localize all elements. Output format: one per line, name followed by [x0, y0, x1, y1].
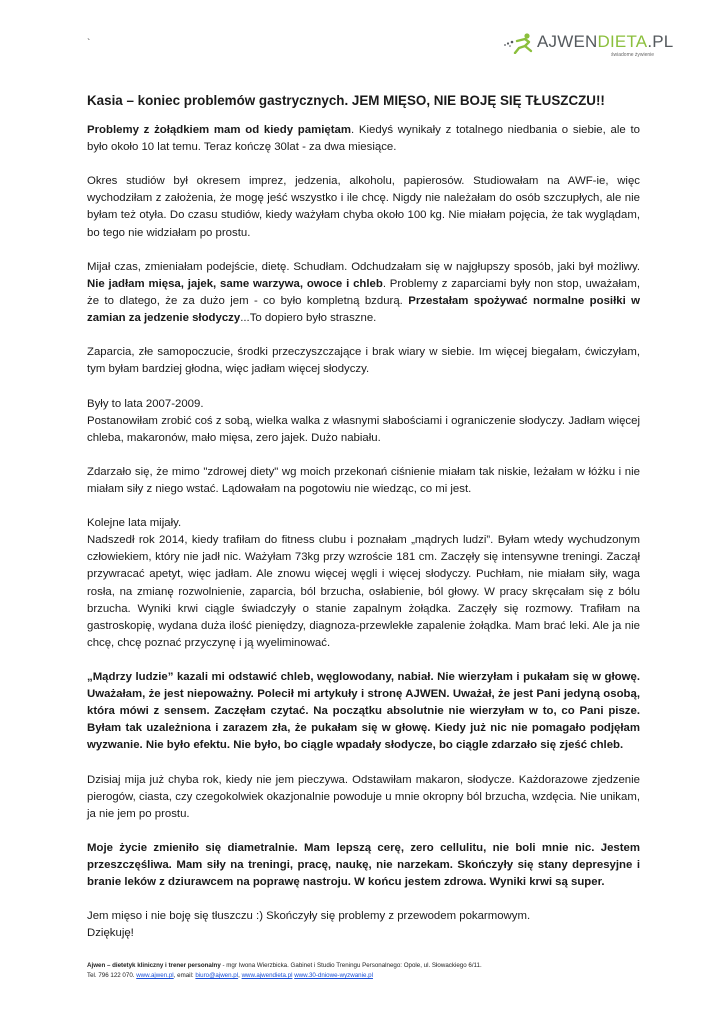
paragraph-10-bold: Moje życie zmieniło się diametralnie. Mam lepszą cerę, zero cellulitu, nie boli mnie nic. Jestem przeszczęśliwa. Mam siły na treningi, pracę, naukę, nie narzekam. Skończyły się stany depresyjne i branie leków z dziurawcem na poprawę nastroju. W końcu jestem zdrowa. Wyniki krwi są super. — [87, 841, 640, 889]
paragraph-3 — [87, 259, 640, 327]
article-title: Kasia – koniec problemów gastrycznych. JEM MIĘSO, NIE BOJĘ SIĘ TŁUSZCZU!! — [87, 93, 605, 108]
footer-link-wyzwanie[interactable]: www.30-dniowe-wyzwanie.pl — [294, 972, 373, 979]
footer-line-1 — [87, 961, 647, 971]
paragraph-3-bold-d: Przestałam spożywać normalne posiłki w zamian za jedzenie słodyczy — [87, 294, 640, 325]
logo-tagline: świadome żywienie — [611, 52, 655, 58]
paragraph-1-text: . Kiedyś wynikały z totalnego niedbania o siebie, ale to było około 10 lat temu. Teraz kończę 30lat - za dwa miesiące. — [87, 124, 641, 154]
paragraph-7-line-2: Nadszedł rok 2014, kiedy trafiłam do fitness clubu i poznałam „mądrych ludzi”. Byłam wtedy wychudzonym człowiekiem, który nie jadł nic. Ważyłam 73kg przy wzroście 181 cm. Zaczęły się intensywne treningi. Zaczął przywracać apetyt, więc jadłam. Ale znowu więcej węgli i więcej słodyczy. Puchłam, nie miałam siły, waga rosła, na zmianę rozwolnienie, zaparcia, ból brzucha, osłabienie, ból głowy. W pracy skręcałam się z bólu brzucha. Wyniki krwi ciągle świadczyły o stanie zapalnym żołądka. Zaczęły się rozmowy. Trafiłam na gastroskopię, wydana duża ilość pieniędzy, diagnoza-przewlekłe zapalenie żołądka. Mam brać leki. Ale ja nie chcę, chcę poznać przyczynę i ją wyeliminować. — [87, 534, 640, 649]
stray-backtick: ` — [87, 38, 91, 49]
paragraph-3-text-c: . Problemy z zaparciami były non stop, uważałam, że to dlatego, że za dużo jem - co było kompletną bzdurą. — [87, 277, 640, 307]
paragraph-9: Dzisiaj mija już chyba rok, kiedy nie jem pieczywa. Odstawiłam makaron, słodycze. Każdorazowe zjedzenie pierogów, ciasta, czy czegokolwiek okazjonalnie powoduje u mnie okropny ból brzucha, wzdęcia. Nie unikam, ja nie jem po prostu. — [87, 773, 640, 820]
running-figure-icon — [503, 32, 537, 54]
footer-sep-1: , email: — [173, 972, 196, 979]
footer-link-ajwendieta[interactable]: www.ajwendieta.pl — [241, 972, 293, 979]
paragraph-3-text-a: Mijał czas, zmieniałam podejście, dietę. Schudłam. Odchudzałam się w najgłupszy sposób, jaki był możliwy. — [87, 260, 640, 273]
footer-link-email[interactable]: biuro@ajwen.pl — [195, 972, 239, 979]
paragraph-1-bold: Problemy z żołądkiem mam od kiedy pamiętam — [87, 124, 351, 136]
paragraph-11-line-1: Jem mięso i nie boję się tłuszczu :) Skończyły się problemy z przewodem pokarmowym. — [87, 910, 531, 923]
footer-company: Ajwen – dietetyk kliniczny i trener personalny — [87, 962, 221, 969]
footer-phone: Tel. 796 122 070. — [87, 972, 137, 979]
logo-wordmark — [537, 33, 673, 51]
paragraph-3-text-e: ...To dopiero było straszne. — [240, 312, 377, 325]
logo-text-ajwen: AJWEN — [537, 32, 598, 51]
paragraph-2: Okres studiów był okresem imprez, jedzenia, alkoholu, papierosów. Studiowałam na AWF-ie, więc wychodziłam z założenia, że mogę jeść wszystko i ile chcę. Nigdy nie należałam do osób szczupłych, ale nie byłam też otyła. Do czasu studiów, kiedy ważyłam chyba około 100 kg. Nie miałam pojęcia, że tak wyglądam, bo tego nie widziałam po prostu. — [87, 175, 640, 239]
paragraph-8 — [87, 669, 640, 754]
paragraph-5-line-1: Były to lata 2007-2009. — [87, 397, 204, 410]
footer-link-ajwen[interactable]: www.ajwen.pl — [136, 972, 174, 979]
footer-line-2 — [87, 971, 647, 981]
article-body — [87, 122, 640, 943]
paragraph-8-bold: „Mądrzy ludzie” kazali mi odstawić chleb, węglowodany, nabiał. Nie wierzyłam i pukałam się w głowę. Uważałam, że jest niepoważny. Polecił mi artykuły i stronę AJWEN. Uważał, że jest Pani jedyną osobą, która mówi z sensem. Zaczęłam czytać. Na początku absolutnie nie wierzyłam w to, co Pani pisze. Byłam tak uzależniona i zarazem zła, że pukałam się w głowę. Kiedy już nic nie pomagało podjęłam wyzwanie. Nie było efektu. Nie było, bo ciągle wpadały słodycze, bo ciągle zdarzało się zjeść chleb. — [87, 671, 640, 752]
footer-address: - mgr Iwona Wierzbicka. Gabinet i Studio Treningu Personalnego: Opole, ul. Słowackiego 6/11. — [220, 962, 482, 969]
paragraph-3-bold-b: Nie jadłam mięsa, jajek, same warzywa, owoce i chleb — [87, 277, 383, 290]
paragraph-11-line-2: Dziękuję! — [87, 927, 134, 940]
logo-text-dieta: DIETA — [597, 32, 648, 51]
ajwendieta-logo[interactable] — [503, 30, 693, 60]
paragraph-4: Zaparcia, złe samopoczucie, środki przeczyszczające i brak wiary w siebie. Im więcej biegałam, ćwiczyłam, tym byłam bardziej głodna, więc jadłam więcej słodyczy. — [87, 346, 640, 376]
paragraph-10 — [87, 840, 640, 891]
paragraph-7-line-1: Kolejne lata mijały. — [87, 517, 182, 530]
paragraph-1 — [87, 122, 640, 156]
page-footer — [87, 961, 647, 981]
paragraph-6: Zdarzało się, że mimo "zdrowej diety" wg moich przekonań ciśnienie miałam tak niskie, leżałam w łóżku i nie miałam siły z niego wstać. Lądowałam na pogotowiu nie wiedząc, co mi jest. — [87, 465, 640, 495]
footer-sep-2: , — [238, 972, 242, 979]
paragraph-5-line-2: Postanowiłam zrobić coś z sobą, wielka walka z własnymi słabościami i ograniczenie słodyczy. Jadłam więcej chleba, makaronów, mało mięsa, zero jajek. Dużo nabiału. — [87, 414, 640, 444]
logo-text-pl: .PL — [647, 32, 674, 51]
